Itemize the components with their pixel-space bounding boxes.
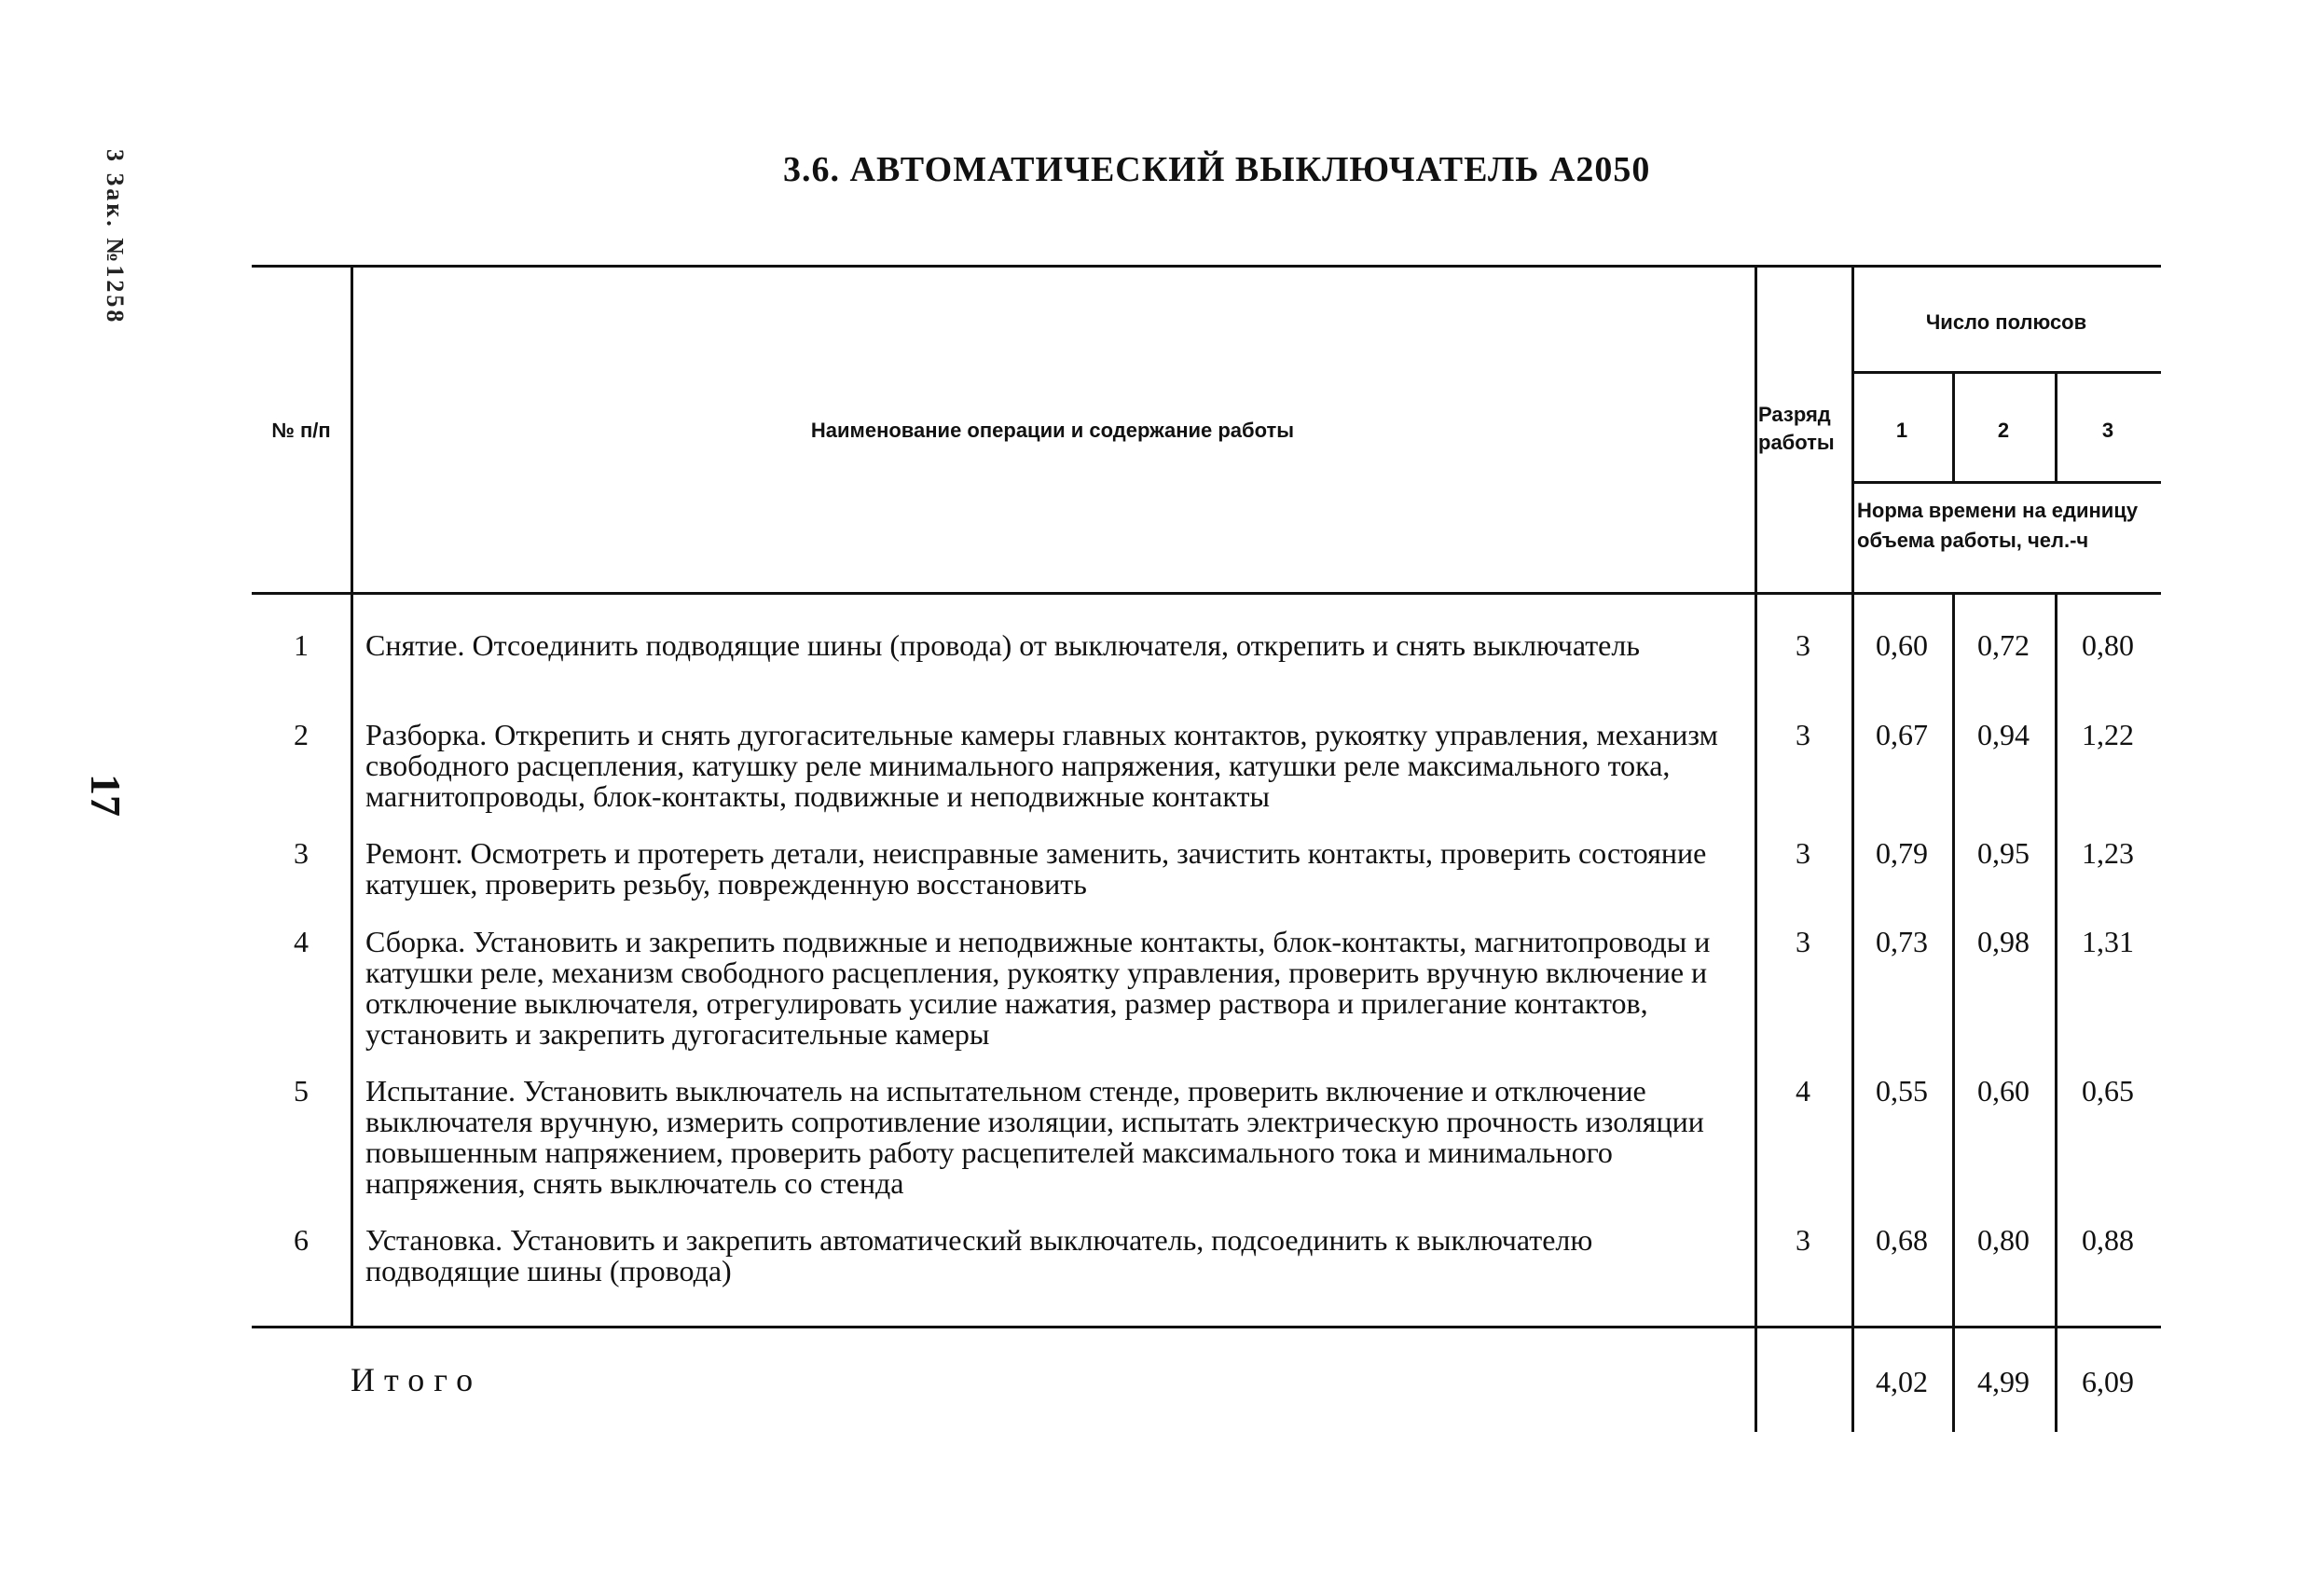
total-top-rule [252,1326,2161,1328]
row-5-pole-3: 0,65 [2082,1074,2134,1108]
row-6-number: 6 [294,1223,309,1257]
row-5-description: Испытание. Установить выключатель на испытательном стенде, проверить включение и отключение выключателя вручную, измерить сопротивление изоляции, испытать электрическую прочность изоляции повышенным напряжением, проверить работу расцепителей максимального тока и минимального напряжения, снять выключатель со стенда [365,1074,1704,1200]
header-pole-1: 1 [1895,419,1908,442]
total-pole-3: 6,09 [2082,1365,2134,1398]
col-rule-pole1 [1952,592,1955,1432]
row-1-pole-3: 0,80 [2082,628,2134,662]
header-pole-3: 3 [2101,419,2114,442]
row-2-number: 2 [294,718,309,751]
row-4-description: Сборка. Установить и закрепить подвижные и неподвижные контакты, блок-контакты, магнитопроводы и катушки реле, механизм свободного расцепления, рукоятку управления, проверить вручную включение и отключение выключателя, отрегулировать усилие нажатия, размер раствора и прилегание контактов, установить и закрепить дугогасительные камеры [365,925,1711,1051]
poles-numbers-rule [1851,481,2161,484]
row-6-grade: 3 [1796,1223,1810,1257]
header-norm: Норма времени на единицу объема работы, чел.-ч [1857,499,2139,552]
row-5-grade: 4 [1796,1074,1810,1108]
row-2-pole-2: 0,94 [1977,718,2030,751]
poles-group-rule [1851,371,2161,374]
total-pole-2: 4,99 [1977,1365,2030,1398]
margin-note: 3 Зак. №1258 [102,149,129,325]
row-5-pole-2: 0,60 [1977,1074,2030,1108]
row-3-pole-2: 0,95 [1977,836,2030,870]
row-2-description: Разборка. Открепить и снять дугогасительные камеры главных контактов, рукоятку управления, механизм свободного расцепления, катушку реле минимального напряжения, катушки реле максимального тока, магнитопроводы, блок-контакты, подвижные и неподвижные контакты [365,718,1718,813]
row-3-pole-3: 1,23 [2082,836,2134,870]
header-poles-group: Число полюсов [1925,310,2087,334]
row-1-pole-2: 0,72 [1977,628,2030,662]
row-3-grade: 3 [1796,836,1810,870]
row-1-grade: 3 [1796,628,1810,662]
page-title: 3.6. АВТОМАТИЧЕСКИЙ ВЫКЛЮЧАТЕЛЬ А2050 [783,150,1651,189]
row-3-description: Ремонт. Осмотреть и протереть детали, неисправные заменить, зачистить контакты, проверить состояние катушек, проверить резьбу, поврежденную восстановить [365,836,1707,901]
row-2-pole-3: 1,22 [2082,718,2134,751]
row-2-pole-1: 0,67 [1876,718,1928,751]
row-3-pole-1: 0,79 [1876,836,1928,870]
header-bottom-rule [252,592,2161,595]
row-4-pole-2: 0,98 [1977,925,2030,958]
row-5-number: 5 [294,1074,309,1108]
row-6-description: Установка. Установить и закрепить автоматический выключатель, подсоединить к выключателю подводящие шины (провода) [365,1223,1593,1287]
total-label: Итого [351,1361,483,1398]
work-norms-table [252,265,2161,1432]
row-6-pole-2: 0,80 [1977,1223,2030,1257]
table-top-rule [252,265,2161,268]
row-5-pole-1: 0,55 [1876,1074,1928,1108]
row-2-grade: 3 [1796,718,1810,751]
page-number: 17 [82,774,130,817]
row-1-pole-1: 0,60 [1876,628,1928,662]
row-6-pole-3: 0,88 [2082,1223,2134,1257]
row-4-pole-1: 0,73 [1876,925,1928,958]
row-3-number: 3 [294,836,309,870]
row-6-pole-1: 0,68 [1876,1223,1928,1257]
row-4-grade: 3 [1796,925,1810,958]
row-1-description: Снятие. Отсоединить подводящие шины (провода) от выключателя, открепить и снять выключатель [365,628,1640,662]
row-4-pole-3: 1,31 [2082,925,2134,958]
header-grade: Разряд работы [1758,403,1835,454]
row-1-number: 1 [294,628,309,662]
header-operation: Наименование операции и содержание работы [810,419,1295,442]
header-pole-2: 2 [1997,419,2010,442]
col-rule-pole2 [2055,592,2057,1432]
total-pole-1: 4,02 [1876,1365,1928,1398]
row-4-number: 4 [294,925,309,958]
header-number: № п/п [271,419,331,442]
